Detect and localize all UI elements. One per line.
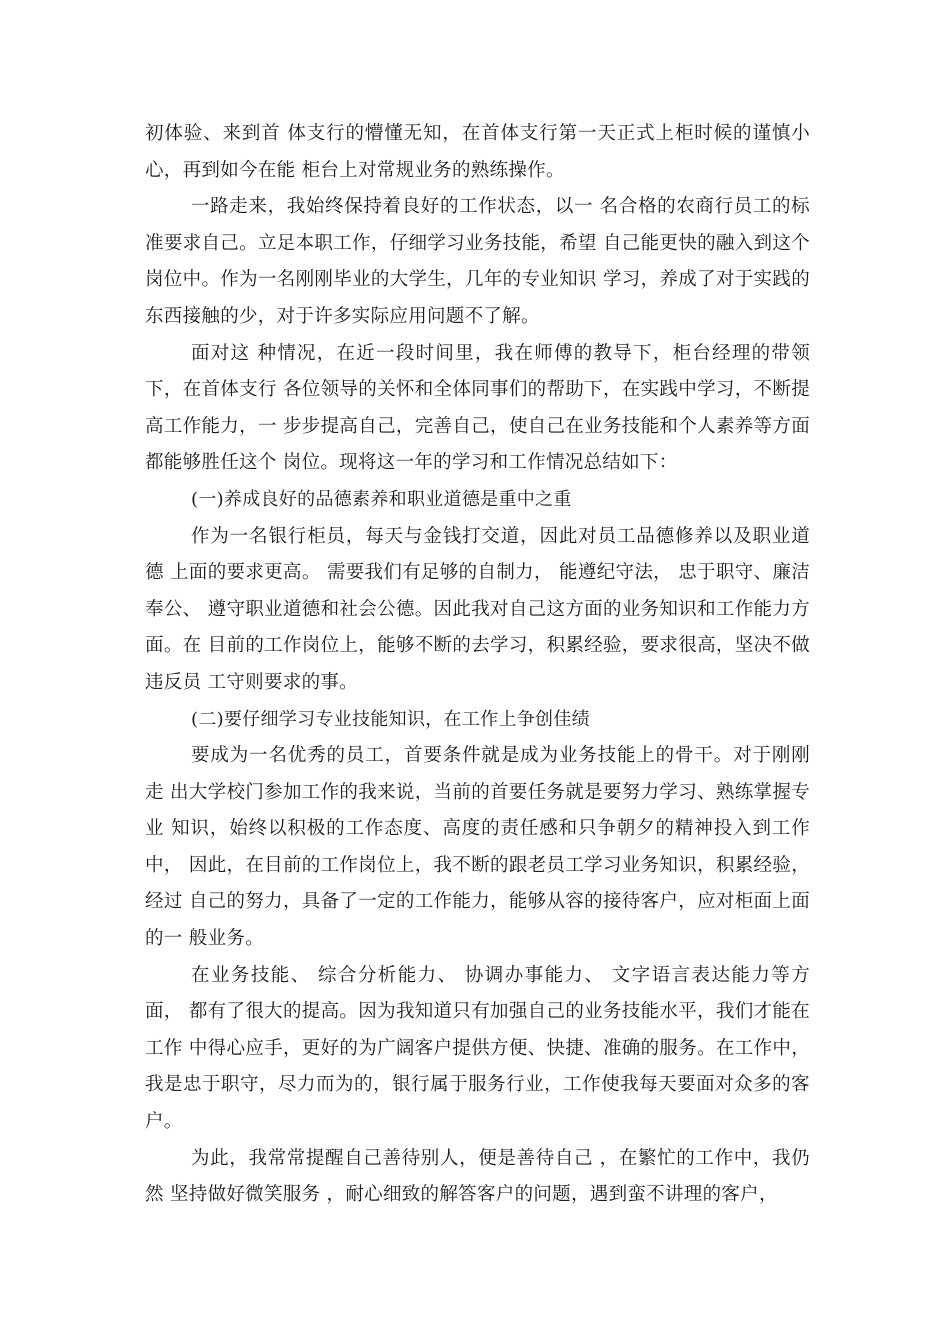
document-page (145, 116, 810, 1214)
paragraph-7: 为此，我常常提醒自己善待别人，便是善待自己 ，在繁忙的工作中，我仍然 坚持做好微笑服务 ，耐心细致的解答客户的问题，遇到蛮不讲理的客户， (145, 1147, 810, 1206)
section-heading-2: (二)要仔细学习专业技能知识，在工作上争创佳绩 (191, 708, 590, 730)
paragraph-5: 要成为一名优秀的员工，首要条件就是成为业务技能上的骨干。对于刚刚走 出大学校门参加工作的我来说，当前的首要任务就是要努力学习、熟练掌握专业 知识，始终以积极的工作态度、高度的责任感和只争朝夕的精神投入到工作中， 因此，在目前的工作岗位上，我不断的跟老员工学习业务知识，积累经验，经过 自己的努力，具备了一定的工作能力，能够从容的接待客户，应对柜面上面的一 般业务。 (145, 745, 810, 950)
paragraph-4: 作为一名银行柜员，每天与金钱打交道，因此对员工品德修养以及职业道德 上面的要求更高。 需要我们有足够的自制力， 能遵纪守法， 忠于职守、廉洁奉公、 遵守职业道德和社会公德。因此我对自己这方面的业务知识和工作能力方面。在 目前的工作岗位上，能够不断的去学习，积累经验，要求很高，坚决不做违反员 工守则要求的事。 (145, 525, 810, 693)
section-heading-1: (一)养成良好的品德素养和职业道德是重中之重 (191, 488, 572, 510)
paragraph-6: 在业务技能、 综合分析能力、 协调办事能力、 文字语言表达能力等方面， 都有了很大的提高。因为我知道只有加强自己的业务技能水平，我们才能在工作 中得心应手，更好的为广阔客户提供方便、快捷、准确的服务。在工作中，我是忠于职守，尽力而为的，银行属于服务行业，工作使我每天要面对众多的客户。 (145, 964, 810, 1133)
paragraph-3: 面对这 种情况，在近一段时间里，我在师傅的教导下，柜台经理的带领下，在首体支行 各位领导的关怀和全体同事们的帮助下，在实践中学习，不断提高工作能力，一 步步提高自己，完善自己，使自己在业务技能和个人素养等方面都能够胜任这个 岗位。现将这一年的学习和工作情况总结如下： (145, 342, 810, 474)
paragraph-2: 一路走来，我始终保持着良好的工作状态，以一 名合格的农商行员工的标准要求自己。立足本职工作，仔细学习业务技能，希望 自己能更快的融入到这个岗位中。作为一名刚刚毕业的大学生，几年的专业知识 学习，养成了对于实践的东西接触的少，对于许多实际应用问题不了解。 (145, 196, 810, 327)
paragraph-1: 初体验、来到首 体支行的懵懂无知，在首体支行第一天正式上柜时候的谨慎小心，再到如今在能 柜台上对常规业务的熟练操作。 (145, 123, 810, 181)
